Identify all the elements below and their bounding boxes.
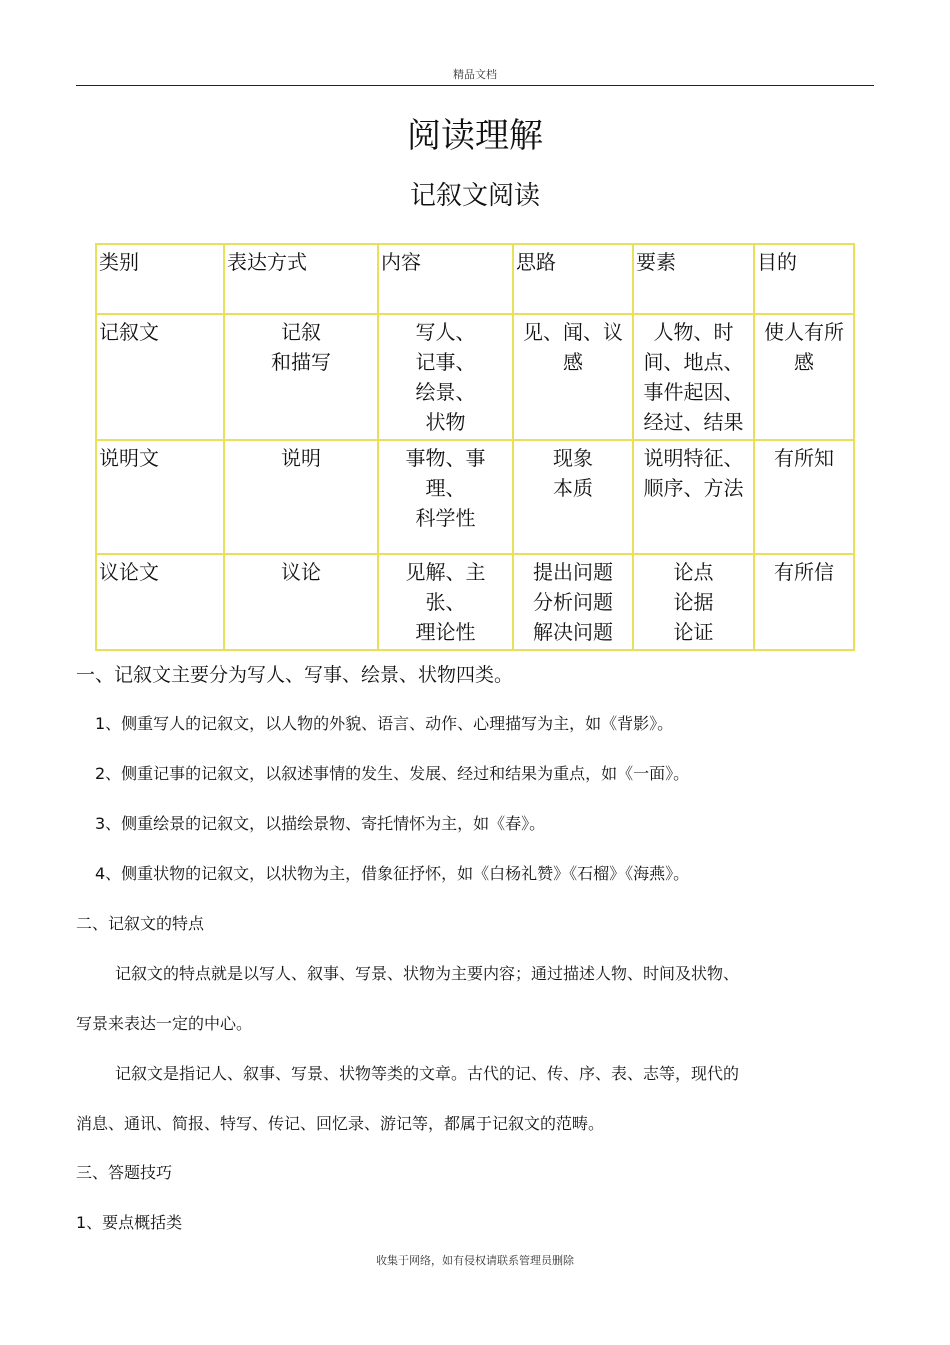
table-cell: [224, 440, 378, 554]
list-item: 1、侧重写人的记叙文，以人物的外貌、语言、动作、心理描写为主，如《背影》。: [95, 714, 674, 733]
table-cell: [633, 440, 754, 554]
section-heading-answer-tips: 三、答题技巧: [76, 1163, 173, 1182]
table-cell: [224, 314, 378, 440]
table-header-cell: 目的: [754, 244, 854, 314]
table-header-cell: 表达方式: [224, 244, 378, 314]
page-subtitle: 记叙文阅读: [409, 181, 540, 211]
table-cell: [513, 440, 633, 554]
table-cell-line: 论证: [673, 620, 714, 644]
table-row-header-cell: [96, 314, 224, 440]
table-row: [96, 440, 854, 554]
table-cell: [378, 440, 513, 554]
table-cell-line: 解决问题: [533, 620, 613, 644]
table-cell-line: 有所信: [774, 560, 834, 584]
table-cell-line: 写人、: [415, 320, 476, 344]
table-cell-line: 和描写: [271, 350, 331, 374]
paragraph-line: 写景来表达一定的中心。: [76, 1014, 253, 1033]
table-header-cell: 要素: [633, 244, 754, 314]
table-cell-line: 本质: [553, 476, 593, 500]
list-item: 4、侧重状物的记叙文，以状物为主，借象征抒怀，如《白杨礼赞》《石榴》《海燕》。: [95, 864, 690, 883]
table-cell: [224, 554, 378, 650]
genre-summary-table: [95, 243, 855, 651]
table-cell-line: 记事、: [415, 350, 476, 374]
table-header-cell: 类别: [96, 244, 224, 314]
table-cell: [754, 554, 854, 650]
table-cell-line: 感: [794, 350, 814, 374]
page-title: 阅读理解: [407, 116, 543, 156]
table-cell-line: 记叙文: [99, 320, 159, 344]
section-heading-features: 二、记叙文的特点: [76, 914, 205, 933]
page-footer: 收集于网络，如有侵权请联系管理员删除: [376, 1254, 574, 1267]
table-cell: [633, 554, 754, 650]
table-cell-line: 顺序、方法: [643, 476, 744, 500]
table-cell-line: 理论性: [415, 620, 476, 644]
table-cell: [513, 554, 633, 650]
table-row-header-cell: [96, 440, 224, 554]
table-cell-line: 提出问题: [533, 560, 613, 584]
table-cell-line: 绘景、: [415, 380, 476, 404]
table-cell-line: 使人有所: [764, 320, 844, 344]
table-cell-line: 理、: [425, 476, 466, 500]
table-header-row: [96, 244, 854, 314]
table-row-header-cell: [96, 554, 224, 650]
list-item: 3、侧重绘景的记叙文，以描绘景物、寄托情怀为主，如《春》。: [95, 814, 546, 833]
table-cell-line: 人物、时: [653, 320, 734, 344]
paragraph-line: 记叙文的特点就是以写人、叙事、写景、状物为主要内容；通过描述人物、时间及状物、: [115, 964, 740, 983]
table-cell-line: 科学性: [415, 506, 476, 530]
paragraph-line: 记叙文是指记人、叙事、写景、状物等类的文章。古代的记、传、序、表、志等，现代的: [115, 1064, 740, 1083]
table-cell-line: 状物: [425, 410, 466, 434]
table-cell-line: 间、地点、: [643, 350, 744, 374]
header-divider: [76, 85, 874, 86]
table-cell-line: 论据: [673, 590, 714, 614]
section-heading-genre-types: 一、记叙文主要分为写人、写事、绘景、状物四类。: [76, 664, 514, 686]
table-cell-line: 说明特征、: [643, 446, 744, 470]
table-row: [96, 554, 854, 650]
table-cell-line: 说明文: [99, 446, 159, 470]
subsection-heading-summary: 1、要点概括类: [76, 1213, 183, 1232]
table-cell-line: 见解、主: [405, 560, 486, 584]
table-header-cell: 内容: [378, 244, 513, 314]
table-cell-line: 张、: [425, 590, 466, 614]
table-cell-line: 经过、结果: [643, 410, 744, 434]
table-cell-line: 事件起因、: [643, 380, 744, 404]
table-cell-line: 议论文: [99, 560, 159, 584]
page-header: 精品文档: [453, 68, 497, 81]
table-header-cell: 思路: [513, 244, 633, 314]
table-cell: [754, 440, 854, 554]
table-cell: [633, 314, 754, 440]
table-cell-line: 现象: [553, 446, 593, 470]
list-item: 2、侧重记事的记叙文，以叙述事情的发生、发展、经过和结果为重点，如《一面》。: [95, 764, 690, 783]
paragraph-line: 消息、通讯、简报、特写、传记、回忆录、游记等，都属于记叙文的范畴。: [76, 1114, 605, 1133]
table-cell-line: 议论: [281, 560, 321, 584]
table-row: [96, 314, 854, 440]
table-cell: [513, 314, 633, 440]
table-cell: [378, 554, 513, 650]
table-cell-line: 分析问题: [533, 590, 613, 614]
table-cell-line: 有所知: [774, 446, 834, 470]
table-cell-line: 事物、事: [405, 446, 486, 470]
table-cell-line: 说明: [281, 446, 321, 470]
table-cell: [378, 314, 513, 440]
table-cell-line: 论点: [673, 560, 714, 584]
table-cell-line: 感: [563, 350, 583, 374]
table-cell-line: 见、闻、议: [523, 320, 623, 344]
table-cell-line: 记叙: [281, 320, 321, 344]
table-cell: [754, 314, 854, 440]
